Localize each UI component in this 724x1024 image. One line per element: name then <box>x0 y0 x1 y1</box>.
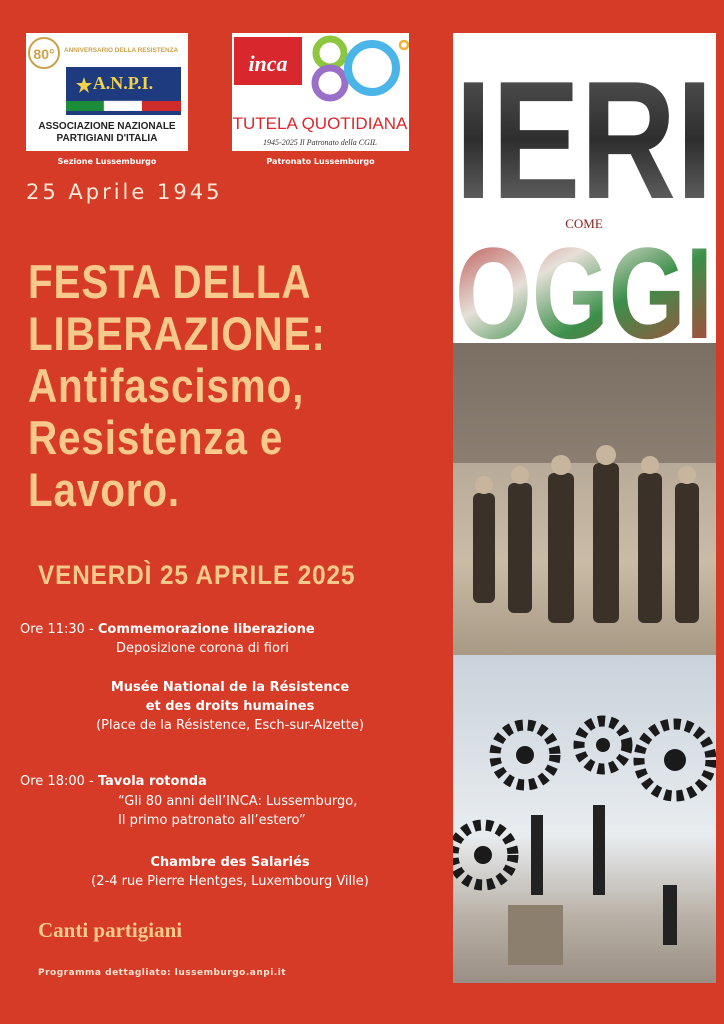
title-line: Lavoro. <box>28 463 181 516</box>
program-item-1 <box>20 620 315 639</box>
venue-1 <box>20 678 440 735</box>
anpi-anniversary-text: ANNIVERSARIO DELLA RESISTENZA <box>64 47 179 54</box>
ieri-oggi-panel <box>453 33 716 343</box>
venue-name-line2: et des droits humaines <box>145 699 315 714</box>
anpi-anniversary: 80° <box>33 46 55 62</box>
anpi-caption: Sezione Lussemburgo <box>57 157 157 166</box>
program-subtitle: Il primo patronato all’estero” <box>118 813 306 828</box>
inca-caption: Patronato Lussemburgo <box>266 157 375 166</box>
venue-name-line1: Musée National de la Résistence <box>110 680 350 695</box>
program-title: Tavola rotonda <box>97 774 207 789</box>
program-title: Commemorazione liberazione <box>97 622 315 637</box>
photo-collage <box>453 33 716 983</box>
word-come: COME <box>565 216 603 231</box>
inca-tagline: TUTELA QUOTIDIANA <box>232 114 408 133</box>
title-line: FESTA DELLA <box>28 255 312 308</box>
program-time: Ore 11:30 - <box>20 622 98 637</box>
word-ieri: IERI <box>455 46 713 234</box>
inca-brand: inca <box>248 51 288 76</box>
venue-address: (2-4 rue Pierre Hentges, Luxembourg Ville) <box>91 874 369 889</box>
anpi-name-line2: PARTIGIANI D'ITALIA <box>56 133 158 144</box>
venue-2 <box>20 853 440 891</box>
historic-march-photo <box>453 343 716 655</box>
inca-subtag: 1945-2025 Il Patronato della CGIL <box>263 138 377 147</box>
main-title <box>28 256 372 516</box>
program-time: Ore 18:00 - <box>20 774 98 789</box>
inca-logo <box>232 33 409 151</box>
gears-teamwork-photo <box>453 655 716 983</box>
anpi-logo <box>26 33 188 151</box>
canti-partigiani: Canti partigiani <box>38 918 183 942</box>
anpi-name-line1: ASSOCIAZIONE NAZIONALE <box>38 121 176 132</box>
anpi-acronym: A.N.P.I. <box>92 73 154 93</box>
program-item-2 <box>20 772 207 791</box>
title-line: LIBERAZIONE: <box>28 307 326 360</box>
word-oggi: OGGI <box>455 220 713 343</box>
venue-name: Chambre des Salariés <box>150 855 310 870</box>
footer-program-link: Programma dettagliato: lussemburgo.anpi.it <box>38 968 287 978</box>
title-line: Resistenza e <box>28 411 284 464</box>
program-subtitle: Deposizione corona di fiori <box>116 641 289 656</box>
historic-date: 25 Aprile 1945 <box>26 180 223 204</box>
program-subtitle: “Gli 80 anni dell’INCA: Lussemburgo, <box>118 794 358 809</box>
event-date: VENERDÌ 25 APRILE 2025 <box>38 560 356 590</box>
title-line: Antifascismo, <box>28 359 305 412</box>
venue-address: (Place de la Résistence, Esch-sur-Alzette) <box>96 718 364 733</box>
